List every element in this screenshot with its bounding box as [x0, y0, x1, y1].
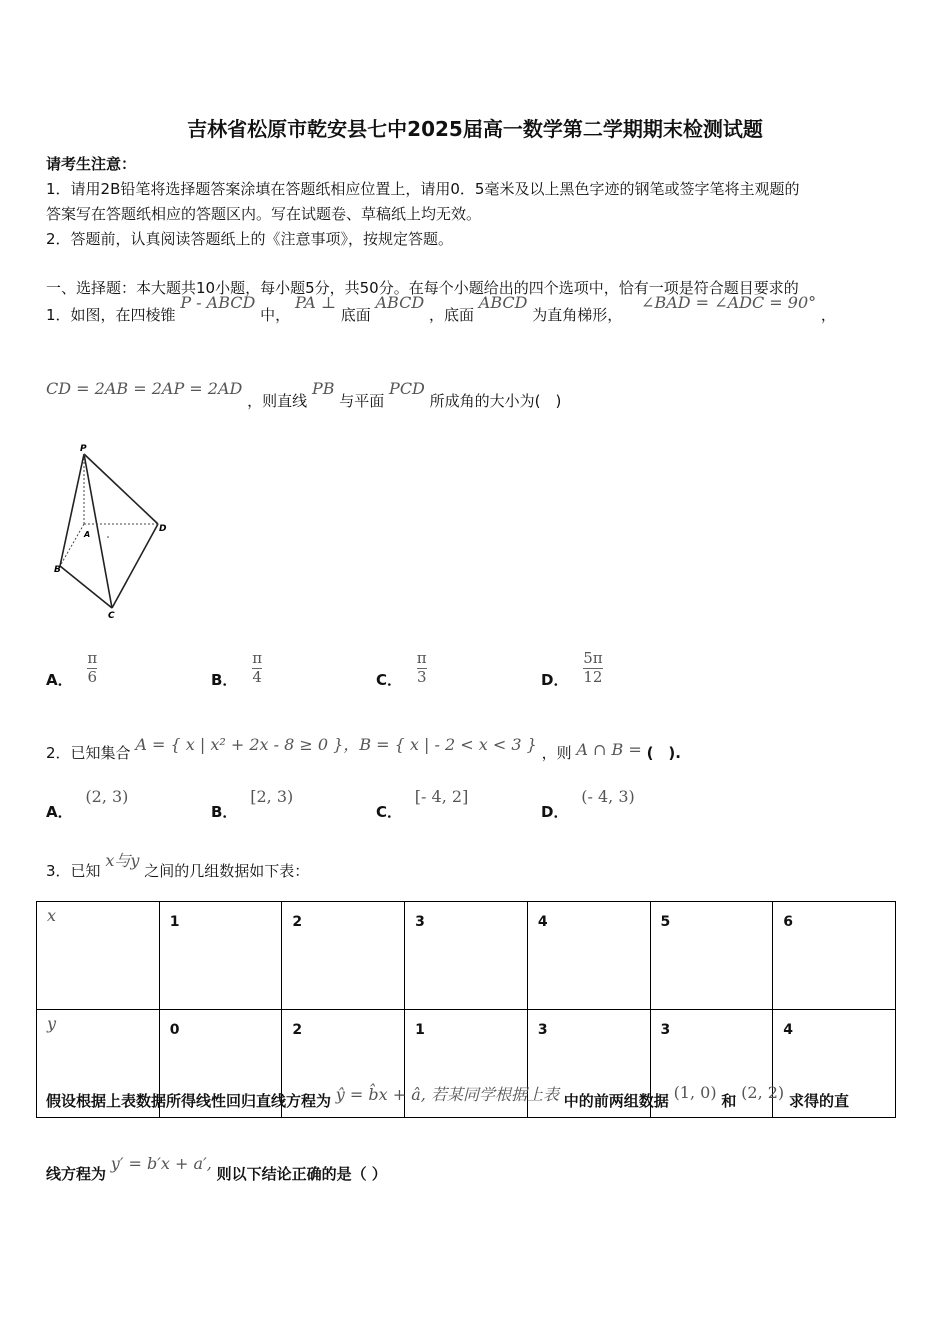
table-cell: 0	[159, 1010, 282, 1118]
q3-text: 之间的几组数据如下表：	[144, 862, 310, 880]
q2-option-a[interactable]: A． (2, 3)	[46, 787, 129, 821]
q3-math: (1, 0)	[673, 1083, 717, 1102]
vertex-d-label: D	[159, 524, 167, 534]
q3-text: 和	[721, 1092, 737, 1110]
question-3	[46, 851, 310, 881]
q2-option-d[interactable]: D． (- 4, 3)	[541, 787, 635, 821]
q3-text: 中的前两组数据	[563, 1092, 669, 1110]
q1-math: ABCD	[375, 293, 425, 312]
question-3-paragraph-2	[46, 1154, 387, 1184]
q3-text: 则以下结论正确的是（ ）	[216, 1165, 387, 1183]
q1-option-d-fraction: $\frac{5\pi}{12}$	[583, 649, 603, 686]
table-cell: 5	[650, 902, 773, 1010]
q1-option-b[interactable]: B． $\frac{\pi}{4}$	[211, 649, 263, 689]
notice-line-2: 答案写在答题纸相应的答题区内。写在试题卷、草稿纸上均无效。	[46, 205, 482, 223]
pyramid-figure	[46, 438, 176, 623]
q2-text: 2．已知集合	[46, 744, 131, 762]
table-cell: 2	[282, 1010, 405, 1118]
table-cell: 4	[527, 902, 650, 1010]
table-cell: 6	[773, 902, 896, 1010]
q1-math: ABCD	[478, 293, 528, 312]
table-row-x	[37, 902, 896, 1010]
q3-text: 3．已知	[46, 862, 101, 880]
question-1-line-1	[46, 293, 836, 325]
q3-math: y′ = b′x + a′,	[110, 1154, 212, 1173]
q1-math: PA ⊥	[294, 293, 336, 312]
question-3-paragraph-1	[46, 1083, 849, 1111]
q1-text: 底面	[340, 306, 371, 324]
q1-text: 与平面	[339, 392, 385, 410]
table-cell: 2	[282, 902, 405, 1010]
table-cell: 4	[773, 1010, 896, 1118]
q2-math: A ∩ B =	[576, 740, 642, 759]
table-header-y: y	[37, 1010, 160, 1118]
q2-text: ( ).	[646, 744, 681, 762]
vertex-p-label: P	[80, 444, 87, 454]
q3-text: 线方程为	[46, 1165, 107, 1183]
question-2	[46, 735, 681, 763]
section-heading: 一、选择题：本大题共10小题，每小题5分，共50分。在每个小题给出的四个选项中，恰有一项是符合题目要求的	[46, 279, 799, 297]
table-cell: 3	[650, 1010, 773, 1118]
notice-line-1: 1．请用2B铅笔将选择题答案涂填在答题纸相应位置上，请用0．5毫米及以上黑色字迹的钢笔或签字笔将主观题的	[46, 180, 800, 198]
q1-option-c-fraction: $\frac{\pi}{3}$	[416, 649, 427, 686]
question-1-line-2	[46, 379, 562, 411]
q2-math: A = { x | x² + 2x - 8 ≥ 0 }，B = { x | - 2 < x < 3 }	[135, 735, 537, 754]
q1-text: ，底面	[428, 306, 474, 324]
q1-option-b-fraction: $\frac{\pi}{4}$	[252, 649, 263, 686]
q2-option-b[interactable]: B． [2, 3)	[211, 787, 294, 821]
notice-heading: 请考生注意：	[46, 155, 137, 173]
vertex-a-label: A	[84, 530, 91, 539]
q3-text: 假设根据上表数据所得线性回归直线方程为	[46, 1092, 332, 1110]
table-header-x: x	[37, 902, 160, 1010]
q1-text: 1．如图，在四棱锥	[46, 306, 176, 324]
vertex-c-label: C	[108, 611, 115, 621]
table-cell: 3	[405, 902, 528, 1010]
q1-math: PB	[311, 379, 335, 398]
q3-math: (2, 2)	[741, 1083, 785, 1102]
q1-text: 为直角梯形，	[532, 306, 623, 324]
table-cell: 1	[405, 1010, 528, 1118]
q1-math: CD = 2AB = 2AP = 2AD	[46, 379, 243, 398]
q1-text: 所成角的大小为( )	[429, 392, 562, 410]
page-title: 吉林省松原市乾安县七中2025届高一数学第二学期期末检测试题	[187, 117, 763, 141]
q2-option-c[interactable]: C． [- 4, 2]	[376, 787, 469, 821]
q1-option-d[interactable]: D． $\frac{5\pi}{12}$	[541, 649, 603, 689]
q1-text: ，则直线	[247, 392, 308, 410]
q1-option-a-fraction: $\frac{\pi}{6}$	[87, 649, 98, 686]
table-cell: 1	[159, 902, 282, 1010]
q3-text: 求得的直	[788, 1092, 849, 1110]
q1-math: P - ABCD	[180, 293, 256, 312]
q1-math: PCD	[389, 379, 425, 398]
q1-option-a[interactable]: A． $\frac{\pi}{6}$	[46, 649, 98, 689]
q2-text: ，则	[541, 744, 572, 762]
notice-line-3: 2．答题前，认真阅读答题纸上的《注意事项》，按规定答题。	[46, 230, 454, 248]
q3-math: ŷ = b̂x + â, 若某同学根据上表	[335, 1085, 559, 1104]
q1-text: ，	[820, 306, 836, 324]
q3-math: x与y	[105, 851, 140, 870]
q1-option-c[interactable]: C． $\frac{\pi}{3}$	[376, 649, 427, 689]
table-cell: 3	[527, 1010, 650, 1118]
q1-math: ∠BAD = ∠ADC = 90°	[641, 293, 817, 312]
vertex-b-label: B	[54, 565, 61, 575]
q1-text: 中，	[260, 306, 291, 324]
